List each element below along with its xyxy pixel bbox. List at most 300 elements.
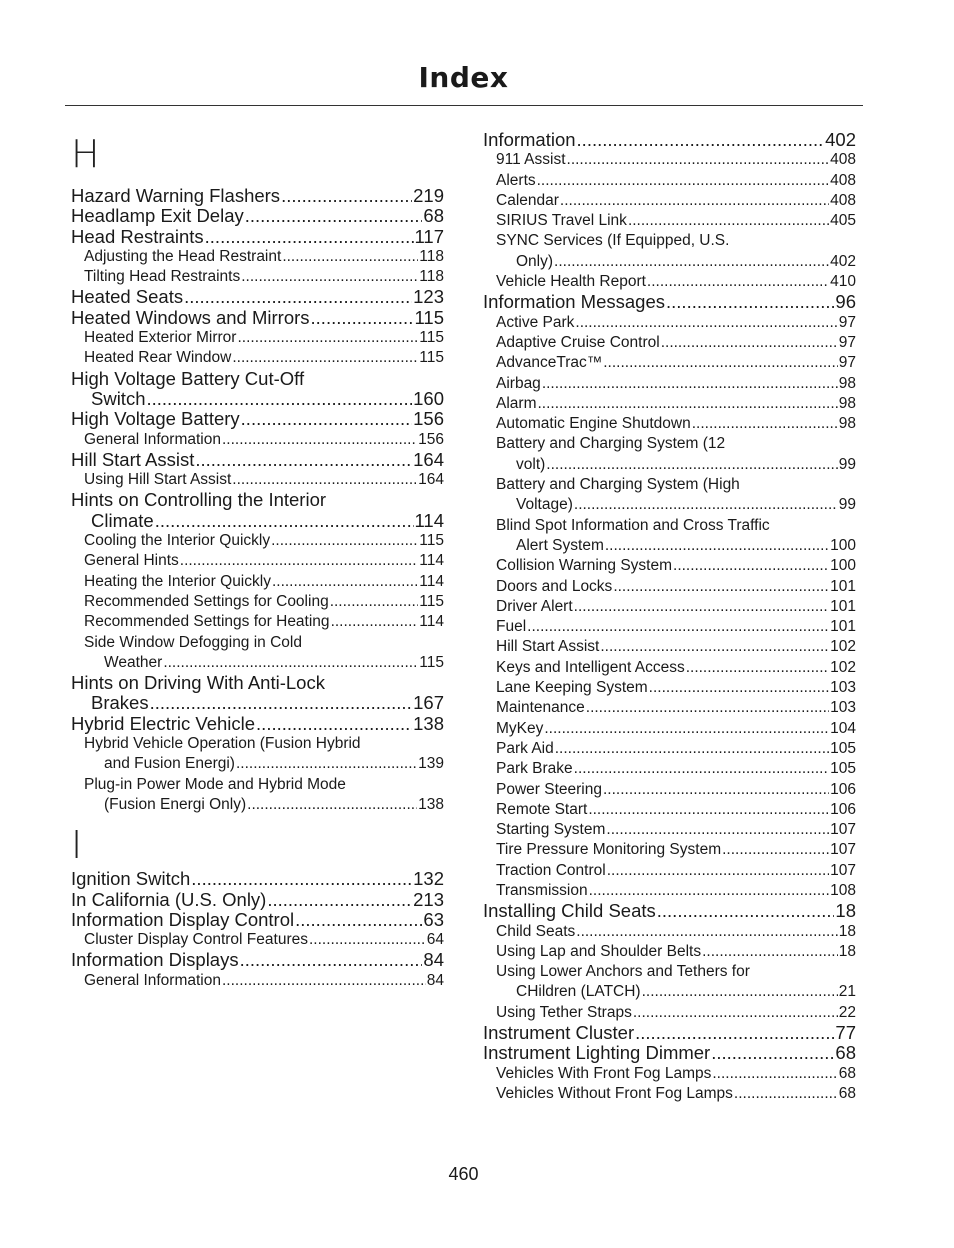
entry-row <box>496 881 856 901</box>
entry-row <box>71 869 444 889</box>
entry-label: Traction Control <box>496 861 606 879</box>
dot-leader <box>588 800 829 820</box>
dot-leader <box>542 374 838 394</box>
dot-leader <box>575 313 837 333</box>
page-ref[interactable]: 139 <box>418 755 444 773</box>
page-ref[interactable]: 103 <box>830 679 856 697</box>
page-ref[interactable]: 21 <box>838 983 856 1001</box>
index-entry <box>483 231 856 272</box>
entry-label: Climate <box>91 509 154 531</box>
page-ref[interactable]: 114 <box>419 613 444 631</box>
page-ref[interactable]: 213 <box>413 888 444 910</box>
index-entry <box>71 186 444 206</box>
index-entry <box>483 516 856 557</box>
entry-row <box>71 389 444 409</box>
entry-title-line: Hints on Driving With Anti-Lock <box>71 672 325 694</box>
entry-row <box>496 780 856 800</box>
entry-row <box>71 308 444 328</box>
page-ref[interactable]: 156 <box>413 408 444 430</box>
dot-leader <box>544 719 829 739</box>
entry-label: Information Displays <box>71 949 239 971</box>
entry-row <box>71 186 444 206</box>
dot-leader <box>577 130 825 150</box>
page-ref[interactable]: 63 <box>423 908 444 930</box>
page-ref[interactable]: 98 <box>838 415 856 433</box>
index-entry <box>483 719 856 739</box>
entry-row <box>483 901 856 921</box>
page-ref[interactable]: 98 <box>838 374 856 392</box>
page-ref[interactable]: 164 <box>413 448 444 470</box>
entry-label: volt) <box>516 455 546 473</box>
entry-label: Driver Alert <box>496 597 573 615</box>
entry-row <box>483 292 856 312</box>
page-ref[interactable]: 408 <box>830 171 856 189</box>
index-entry <box>71 227 444 247</box>
page-ref[interactable]: 410 <box>830 273 856 291</box>
entry-label: General Information <box>84 430 221 448</box>
dot-leader <box>546 455 837 475</box>
dot-leader <box>180 551 419 571</box>
index-entry <box>71 531 444 551</box>
page-ref[interactable]: 138 <box>413 712 444 734</box>
entry-label: Calendar <box>496 191 559 209</box>
index-entry <box>483 333 856 353</box>
entry-row <box>496 861 856 881</box>
entry-label: Child Seats <box>496 922 576 940</box>
dot-leader <box>537 394 837 414</box>
page-ref[interactable]: 117 <box>414 225 444 247</box>
page-ref[interactable]: 18 <box>838 942 856 960</box>
index-entry <box>483 739 856 759</box>
index-entry <box>71 308 444 328</box>
entry-row <box>496 414 856 434</box>
entry-label: General Information <box>84 971 221 989</box>
entry-label: Switch <box>91 387 146 409</box>
index-entry <box>71 910 444 930</box>
left-column <box>71 130 444 991</box>
entry-label: Instrument Cluster <box>483 1022 635 1044</box>
index-entry <box>483 211 856 231</box>
index-entry <box>483 820 856 840</box>
entry-row <box>496 739 856 759</box>
page-ref[interactable]: 115 <box>419 349 444 367</box>
entry-label: (Fusion Energi Only) <box>104 795 247 813</box>
entry-title-line: Side Window Defogging in Cold <box>84 633 302 651</box>
entry-row <box>84 795 444 815</box>
index-entry <box>483 881 856 901</box>
index-entry <box>71 734 444 775</box>
page-ref[interactable]: 64 <box>426 931 444 949</box>
page-ref[interactable]: 68 <box>838 1064 856 1082</box>
entry-row <box>71 693 444 713</box>
page-ref[interactable]: 68 <box>838 1084 856 1102</box>
entry-row <box>496 719 856 739</box>
entry-label: Adaptive Cruise Control <box>496 333 660 351</box>
page-ref[interactable]: 106 <box>830 780 856 798</box>
entry-row <box>496 556 856 576</box>
page-ref[interactable]: 101 <box>830 597 856 615</box>
index-entry <box>483 171 856 191</box>
section-letter: I <box>71 823 83 868</box>
entry-label: Alerts <box>496 171 536 189</box>
dot-leader <box>205 227 414 247</box>
entry-label: Heated Seats <box>71 286 184 308</box>
entry-row <box>71 950 444 970</box>
entry-label: Heating the Interior Quickly <box>84 572 271 590</box>
entry-row <box>496 840 856 860</box>
entry-label: Hill Start Assist <box>71 448 195 470</box>
dot-leader <box>560 191 829 211</box>
entry-label: Remote Start <box>496 800 588 818</box>
entry-row <box>84 754 444 774</box>
entry-row <box>496 272 856 292</box>
entry-label: MyKey <box>496 719 544 737</box>
dot-leader <box>692 414 838 434</box>
dot-leader <box>150 693 413 713</box>
page-ref[interactable]: 99 <box>838 455 856 473</box>
entry-row <box>84 247 444 267</box>
entry-title-line: Using Lower Anchors and Tethers for <box>496 963 750 981</box>
page-ref[interactable]: 118 <box>419 268 444 286</box>
entry-label: Power Steering <box>496 780 602 798</box>
index-entry <box>483 698 856 718</box>
index-entry <box>483 637 856 657</box>
index-entry <box>483 475 856 516</box>
page-ref[interactable]: 22 <box>838 1003 856 1021</box>
entry-label: SIRIUS Travel Link <box>496 212 627 230</box>
index-entry <box>71 409 444 429</box>
index-entry <box>71 348 444 368</box>
entry-label: Headlamp Exit Delay <box>71 205 244 227</box>
index-entry <box>71 430 444 450</box>
index-entry <box>71 369 444 410</box>
index-entry <box>71 450 444 470</box>
page-ref[interactable]: 138 <box>418 795 444 813</box>
dot-leader <box>311 308 414 328</box>
entry-label: Hybrid Electric Vehicle <box>71 712 256 734</box>
dot-leader <box>734 1084 838 1104</box>
page-ref[interactable]: 219 <box>413 185 444 206</box>
entry-row <box>84 531 444 551</box>
page-ref[interactable]: 77 <box>835 1022 856 1044</box>
page-ref[interactable]: 97 <box>838 333 856 351</box>
entry-label: Recommended Settings for Heating <box>84 613 330 631</box>
entry-row <box>483 1043 856 1063</box>
dot-leader <box>628 211 829 231</box>
entry-label: Installing Child Seats <box>483 900 656 922</box>
entry-row <box>84 551 444 571</box>
dot-leader <box>635 1023 834 1043</box>
page-ref[interactable]: 123 <box>413 286 444 308</box>
index-entry <box>483 577 856 597</box>
entry-label: Fuel <box>496 618 527 636</box>
dot-leader <box>256 714 412 734</box>
dot-leader <box>666 292 834 312</box>
index-entry <box>483 1023 856 1043</box>
entry-row <box>496 191 856 211</box>
index-entry <box>71 592 444 612</box>
page-ref[interactable]: 105 <box>830 739 856 757</box>
page-ref[interactable]: 98 <box>838 394 856 412</box>
entry-label: Information Display Control <box>71 908 295 930</box>
dot-leader <box>232 470 417 490</box>
page-ref[interactable]: 115 <box>414 306 444 328</box>
index-entry <box>483 678 856 698</box>
entry-title-line: Plug-in Power Mode and Hybrid Mode <box>84 775 346 793</box>
index-entry <box>483 191 856 211</box>
page-ref[interactable]: 103 <box>830 699 856 717</box>
page-title: Index <box>418 61 509 94</box>
page-ref[interactable]: 101 <box>830 618 856 636</box>
index-entry <box>71 490 444 531</box>
entry-label: Brakes <box>91 692 149 714</box>
dot-leader <box>271 531 418 551</box>
index-entry <box>71 551 444 571</box>
page-ref[interactable]: 164 <box>418 471 444 489</box>
entry-row <box>496 333 856 353</box>
entry-row <box>496 698 856 718</box>
entry-row <box>496 455 856 475</box>
index-entry <box>483 130 856 150</box>
entry-label: Information Messages <box>483 291 666 313</box>
index-entry <box>483 962 856 1003</box>
entry-row <box>496 658 856 678</box>
page-ref[interactable]: 97 <box>838 354 856 372</box>
index-entry <box>483 617 856 637</box>
entry-row <box>496 211 856 231</box>
entry-label: Tire Pressure Monitoring System <box>496 841 722 859</box>
dot-leader <box>236 754 417 774</box>
dot-leader <box>600 637 829 657</box>
page-ref[interactable]: 132 <box>413 868 444 890</box>
page-ref[interactable]: 84 <box>426 971 444 989</box>
page-ref[interactable]: 408 <box>830 151 856 169</box>
index-entry <box>483 840 856 860</box>
dot-leader <box>147 389 413 409</box>
index-entry <box>483 658 856 678</box>
dot-leader <box>330 592 419 612</box>
dot-leader <box>237 328 418 348</box>
entry-title-line: Hybrid Vehicle Operation (Fusion Hybrid <box>84 735 361 753</box>
dot-leader <box>184 287 412 307</box>
right-column <box>483 130 856 1104</box>
dot-leader <box>657 901 835 921</box>
entry-row <box>71 227 444 247</box>
dot-leader <box>281 186 412 206</box>
index-entry <box>71 470 444 490</box>
page-ref[interactable]: 18 <box>835 900 856 922</box>
entry-row <box>496 394 856 414</box>
entry-label: General Hints <box>84 552 179 570</box>
dot-leader <box>633 1003 838 1023</box>
page-ref[interactable]: 101 <box>830 577 856 595</box>
entry-label: Weather <box>104 653 163 671</box>
index-entry <box>483 1084 856 1104</box>
entry-label: Park Brake <box>496 760 573 778</box>
page-ref[interactable]: 97 <box>838 313 856 331</box>
dot-leader <box>155 511 414 531</box>
entry-title-line: Battery and Charging System (12 <box>496 435 726 453</box>
entry-row <box>496 1003 856 1023</box>
page-ref[interactable]: 108 <box>830 881 856 899</box>
entry-label: Keys and Intelligent Access <box>496 658 685 676</box>
index-entry <box>483 374 856 394</box>
entry-label: Instrument Lighting Dimmer <box>483 1042 711 1064</box>
entry-label: Head Restraints <box>71 225 204 247</box>
page-ref[interactable]: 84 <box>423 949 444 971</box>
dot-leader <box>282 247 418 267</box>
page-ref[interactable]: 115 <box>419 329 444 347</box>
dot-leader <box>589 881 830 901</box>
index-entry <box>71 714 444 734</box>
dot-leader <box>554 252 829 272</box>
entry-row <box>84 971 444 991</box>
dot-leader <box>527 617 829 637</box>
entry-label: Heated Exterior Mirror <box>84 329 237 347</box>
dot-leader <box>247 795 417 815</box>
entry-label: Heated Rear Window <box>84 349 232 367</box>
page-ref[interactable]: 106 <box>830 800 856 818</box>
page-ref[interactable]: 402 <box>825 129 856 150</box>
dot-leader <box>574 597 829 617</box>
index-entry <box>483 353 856 373</box>
entry-row <box>71 910 444 930</box>
page-ref[interactable]: 114 <box>419 572 444 590</box>
entry-row <box>84 348 444 368</box>
dot-leader <box>241 267 418 287</box>
page-ref[interactable]: 99 <box>838 496 856 514</box>
page-ref[interactable]: 107 <box>830 841 856 859</box>
dot-leader <box>555 739 829 759</box>
page-ref[interactable]: 104 <box>830 719 856 737</box>
entry-label: Maintenance <box>496 699 585 717</box>
entry-row <box>496 252 856 272</box>
page-ref[interactable]: 115 <box>419 653 444 671</box>
entry-label: Tilting Head Restraints <box>84 268 241 286</box>
page-ref[interactable]: 160 <box>413 387 444 409</box>
page-ref[interactable]: 107 <box>830 861 856 879</box>
index-entry <box>483 901 856 921</box>
entry-row <box>496 374 856 394</box>
entry-row <box>71 409 444 429</box>
entry-row <box>84 653 444 673</box>
page-ref[interactable]: 102 <box>830 658 856 676</box>
entry-label: 911 Assist <box>496 151 566 169</box>
entry-row <box>84 470 444 490</box>
entry-row <box>84 572 444 592</box>
entry-label: Park Aid <box>496 739 554 757</box>
page-ref[interactable]: 408 <box>830 191 856 209</box>
index-entry <box>483 414 856 434</box>
page-ref[interactable]: 68 <box>423 205 444 227</box>
entry-title-line: Battery and Charging System (High <box>496 476 740 494</box>
index-entry <box>483 861 856 881</box>
dot-leader <box>576 922 837 942</box>
page-ref[interactable]: 96 <box>835 291 856 313</box>
entry-row <box>84 430 444 450</box>
entry-row <box>496 150 856 170</box>
entry-row <box>496 313 856 333</box>
entry-row <box>84 267 444 287</box>
entry-label: Doors and Locks <box>496 577 613 595</box>
dot-leader <box>661 333 838 353</box>
entry-label: Only) <box>516 252 554 270</box>
index-entry <box>71 328 444 348</box>
dot-leader <box>649 678 829 698</box>
dot-leader <box>605 536 829 556</box>
index-entry <box>483 800 856 820</box>
entry-label: AdvanceTrac™ <box>496 354 603 372</box>
entry-row <box>71 511 444 531</box>
entry-label: Airbag <box>496 374 541 392</box>
page-ref[interactable]: 18 <box>838 922 856 940</box>
page-ref[interactable]: 100 <box>830 557 856 575</box>
entry-label: Using Lap and Shoulder Belts <box>496 942 702 960</box>
entry-row <box>496 800 856 820</box>
entry-row <box>84 328 444 348</box>
index-entry <box>483 1043 856 1063</box>
index-entry <box>483 780 856 800</box>
dot-leader <box>603 780 829 800</box>
index-entry <box>71 572 444 592</box>
dot-leader <box>240 950 423 970</box>
page-ref[interactable]: 105 <box>830 760 856 778</box>
dot-leader <box>603 353 838 373</box>
page-ref[interactable]: 68 <box>835 1042 856 1064</box>
entry-row <box>71 890 444 910</box>
page-ref[interactable]: 167 <box>413 692 444 714</box>
dot-leader <box>331 612 419 632</box>
entry-label: Hill Start Assist <box>496 638 600 656</box>
index-entry <box>483 556 856 576</box>
entry-label: Using Tether Straps <box>496 1003 632 1021</box>
entry-label: Voltage) <box>516 496 573 514</box>
entry-row <box>496 678 856 698</box>
dot-leader <box>163 653 418 673</box>
page-ref[interactable]: 102 <box>830 638 856 656</box>
index-entry <box>71 633 444 674</box>
dot-leader <box>245 206 423 226</box>
dot-leader <box>712 1064 837 1084</box>
page-ref[interactable]: 114 <box>414 509 444 531</box>
index-entry <box>483 922 856 942</box>
page-ref[interactable]: 118 <box>419 247 444 265</box>
dot-leader <box>642 982 838 1002</box>
entry-label: Alarm <box>496 394 537 412</box>
index-entry <box>483 313 856 333</box>
page-ref[interactable]: 100 <box>830 536 856 554</box>
page-ref[interactable]: 115 <box>419 532 444 550</box>
page-ref[interactable]: 107 <box>830 821 856 839</box>
index-entry <box>71 869 444 889</box>
entry-row <box>496 1064 856 1084</box>
entry-label: Recommended Settings for Cooling <box>84 592 329 610</box>
entry-label: and Fusion Energi) <box>104 755 235 773</box>
page-ref[interactable]: 115 <box>419 592 444 610</box>
page-ref[interactable]: 156 <box>418 430 444 448</box>
dot-leader <box>191 869 412 889</box>
entry-label: Adjusting the Head Restraint <box>84 247 282 265</box>
entry-row <box>496 597 856 617</box>
page-ref[interactable]: 402 <box>830 252 856 270</box>
entry-row <box>71 450 444 470</box>
page-ref[interactable]: 114 <box>419 552 444 570</box>
entry-label: Vehicle Health Report <box>496 273 646 291</box>
entry-row <box>71 287 444 307</box>
page-ref[interactable]: 405 <box>830 212 856 230</box>
dot-leader <box>222 971 426 991</box>
index-entry <box>483 759 856 779</box>
